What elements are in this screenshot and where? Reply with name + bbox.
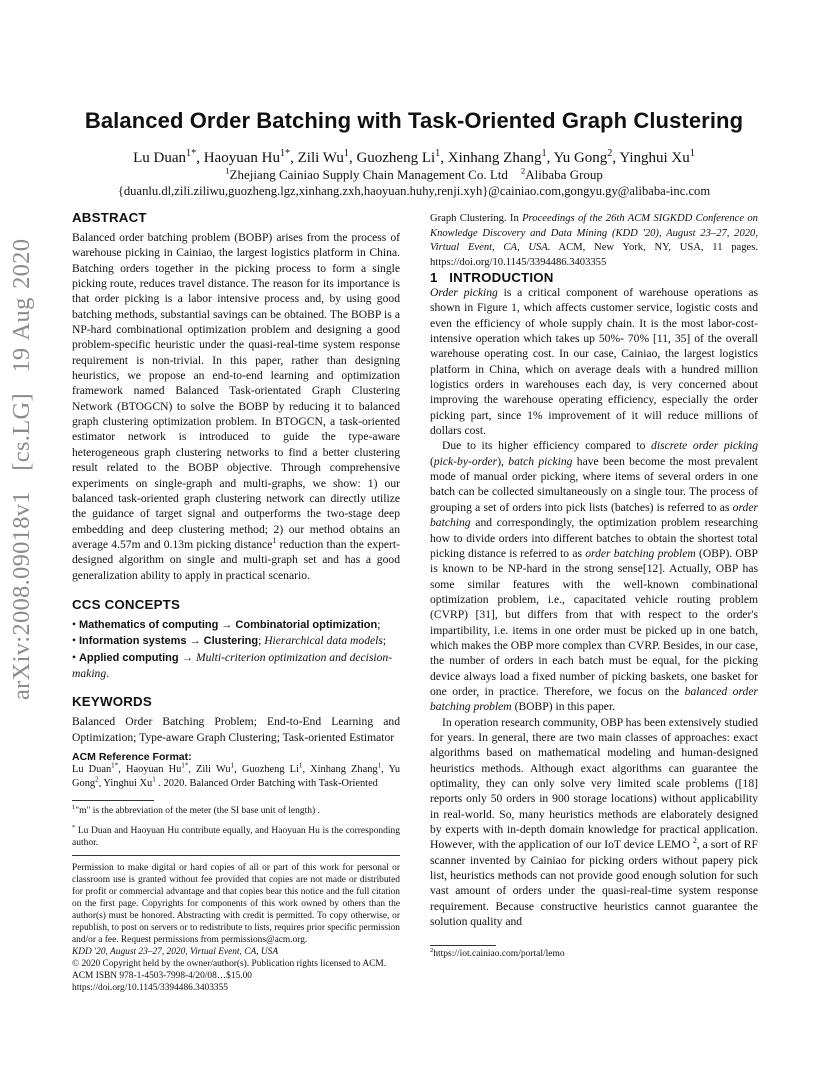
author-list <box>40 150 788 167</box>
footnote-rule <box>72 800 154 801</box>
authors-text: Lu Duan$^{1*}$, Haoyuan $Hu^{1*}$, Zili Wu$^1$, Guozheng Li$^1$, Xinhang Zhang$^1$, Yu Gong$^2$, Yinghui Xu$^1$ <box>133 148 695 166</box>
right-footnote-rule <box>430 945 496 946</box>
permission-rule <box>72 855 400 856</box>
keywords-heading: KEYWORDS <box>72 694 152 710</box>
introduction-heading: 1 INTRODUCTION <box>430 270 554 285</box>
right-column <box>430 212 758 929</box>
ccs-heading: CCS CONCEPTS <box>72 596 181 612</box>
copyright-notice: © 2020 Copyright held by the owner/author(s). Publication rights licensed to ACM. <box>72 959 387 970</box>
ref-proceedings: Proceedings of the 26th ACM SIGKDD Conference on Knowledge Discovery and Data Mining (KDD '20), August 23–27, 2020, Virtual Event, CA, USA. <box>430 213 758 253</box>
abstract-text: Balanced order batching problem (BOBP) arises from the process of warehouse picking in Cainiao, the largest logistics platform in China. Batching orders together in the picking process to form a single picking route, reduces travel distance. The reason for its importance is that order picking is a labor intensive process and, by using good batching methods, substantial savings can be obtained. The BOBP is a NP-hard combinational optimization problem and designing a good problem-specific heuristic under the quasi-real-time system response requirement is non-trivial. In this paper, rather than designing heuristics, we propose an end-to-end learning and optimization framework named Balanced Task-orientated Graph Clustering Network (BTOGCN) to solve the BOBP by reducing it to balanced graph clustering optimization problem. In BTOGCN, a task-oriented estimator network is introduced to guide the type-aware heterogeneous graph clustering networks to find a better clustering result related to the BOBP objective. Through comprehensive experiments on single-graph and multi-graphs, we show: 1) our balanced task-oriented graph clustering network can directly utilize the guidance of target signal and outperforms the two-stage deep embedding and deep clustering method; 2) our method obtains an average 4.57m and 0.13m picking distance$^1$ reduction than the expert-designed algorithm on single and multi-graph set and has a good generalization ability to apply in practical scenario. <box>72 231 400 582</box>
intro-paragraph-2: Due to its higher efficiency compared to discrete order picking (pick-by-order), batch picking have been become the most prevalent mode of manual order picking, where items of several orders in one batch can be collected simultaneously on a single tour. The process of grouping a set of orders into pick lists (batches) is referred to as order batching and correspondingly, the optimization problem researching how to divide orders into different batches to obtain the shortest total picking distance is referred to as order batching problem (OBP). OBP is known to be NP-hard in the strong sense[12]. Actually, OBP has some similar features with the well-known combinational optimization problem, i.e., capacitated vehicle routing problem (CVRP) [31], but differs from that with respect to the order's impartibility, i.e. items in one order must be picked up in one batch, which makes the OBP more complex than CVRP. Besides, in our case, the number of orders in each batch must be equal, for the picking device always load a fixed number of picking baskets, one basket for one order, in practice. Therefore, we focus on the balanced order batching problem (BOBP) in this paper. <box>430 439 759 714</box>
acm-reference-text: Lu Duan$^{1*}$, Haoyuan $Hu^{1*}$, Zili Wu$^1$, Guozheng Li$^1$, Xinhang Zhang$^1$, Yu Gong$^2$, Yinghui Xu$^1$ . 2020. Balanced Order Batching with Task-Oriented <box>72 761 401 790</box>
intro-paragraph-1: Order picking is a critical component of warehouse operations as shown in Figure 1, which affects customer service, logistic costs and even the efficiency of whole supply chain. It is the most labor-cost-intensive operation which takes up 50%- 70% [11, 35] of the overall warehouse operating cost. In our case, Cainiao, the largest logistics platform in China, which on average deals with a hundred million logistics orders in warehouses each day, is very concerned about improving the warehouse operating efficiency, especially the order picking part, since 1% improvement of it will reduce millions of dollars cost. <box>430 286 758 438</box>
arxiv-category: [cs.LG] <box>8 393 35 471</box>
ccs-list <box>72 617 400 681</box>
intro-paragraph-3: In operation research community, OBP has been extensively studied for years. In general, there are two main classes of approaches: exact algorithms based on mathematical modeling and human-designed heuristics methods. Although exact algorithms can guarantee the optimality, they can only solve very limited scale problems ([18] reports only 50 orders in 900 storage locations) without applicability in real-world. So, many heuristics methods are elaborately designed by experts with in-depth domain knowledge for practical application. However, with the application of our IoT device LEMO $^2$, a sort of RF scanner invented by Cainiao for picking orders without papery pick list, heuristics methods can not provide good enough solution for such vast amount of orders under the quasi-real-time system response requirement. Because constructive heuristics cannot guarantee the solution quality and <box>430 715 758 929</box>
author-emails: {duanlu.dl,zili.ziliwu,guozheng.lgz,xinhang.zxh,haoyuan.huhy,renji.xyh}@cainiao.com,gongyu.gy@alibaba-inc.com <box>117 184 711 198</box>
isbn: ACM ISBN 978-1-4503-7998-4/20/08…$15.00 <box>72 971 252 982</box>
permission-notice: Permission to make digital or hard copies of all or part of this work for personal or classroom use is granted without fee provided that copies are not made or distributed for profit or commercial advantage and that copies bear this notice and the full citation on the first page. Copyrights for components of this work owned by others than the author(s) must be honored. Abstracting with credit is permitted. To copy otherwise, or republish, to post on servers or to redistribute to lists, requires prior specific permission and/or a fee. Request permissions from permissions@acm.org. <box>72 863 400 946</box>
keywords-text: Balanced Order Batching Problem; End-to-End Learning and Optimization; Type-aware Graph Clustering; Task-oriented Estimator <box>72 715 400 744</box>
ref-tail: ACM, New York, NY, USA, 11 pages. https://doi.org/10.1145/3394486.3403355 <box>430 242 758 268</box>
ccs-item: • Information systems → Clustering; Hierarchical data models; <box>72 634 387 648</box>
footnote-meter: $^1$"m" is the abbreviation of the meter (the SI base unit of length) . <box>72 803 320 816</box>
ccs-item: • Mathematics of computing → Combinatorial optimization; <box>72 617 381 631</box>
arxiv-stamp <box>8 227 36 700</box>
footnote-equal-contribution: * Lu Duan and Haoyuan Hu contribute equally, and Haoyuan Hu is the corresponding author. <box>72 823 400 849</box>
abstract-heading: ABSTRACT <box>72 210 147 225</box>
paper-title: Balanced Order Batching with Task-Oriented Graph Clustering <box>84 108 744 133</box>
ref-lead: Graph Clustering. In <box>430 213 523 224</box>
footnote-lemo-url: $^2$https://iot.cainiao.com/portal/lemo <box>430 946 565 959</box>
reference-continuation <box>430 212 758 270</box>
arxiv-id: arXiv:2008.09018v1 <box>8 491 35 700</box>
conference-info: KDD '20, August 23–27, 2020, Virtual Event, CA, USA <box>72 947 279 958</box>
doi-link[interactable]: https://doi.org/10.1145/3394486.3403355 <box>72 983 228 994</box>
left-column <box>72 210 400 994</box>
affiliations <box>40 167 788 183</box>
ccs-item: • Applied computing → Multi-criterion optimization and decision-making. <box>72 650 393 680</box>
affiliations-text: $^1$Zhejiang Cainiao Supply Chain Management Co. Ltd $^2$Alibaba Group <box>225 165 603 182</box>
acm-reference-heading: ACM Reference Format: <box>72 750 192 763</box>
arxiv-date: 19 Aug 2020 <box>8 238 35 373</box>
